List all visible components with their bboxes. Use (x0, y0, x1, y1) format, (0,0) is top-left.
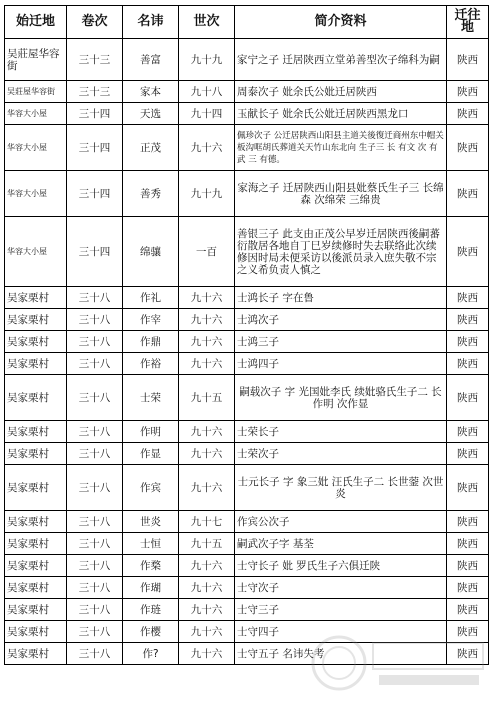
table-row (5, 643, 489, 665)
destination-cell: 陕西 (447, 39, 489, 81)
origin-cell: 吴家栗村 (5, 443, 67, 465)
table-row (5, 599, 489, 621)
generation-cell: 九十六 (179, 421, 235, 443)
generation-cell: 九十五 (179, 375, 235, 421)
table-row (5, 533, 489, 555)
origin-cell: 吴家栗村 (5, 353, 67, 375)
destination-cell: 陕西 (447, 171, 489, 217)
origin-cell: 吴莊屋华容街 (5, 39, 67, 81)
name-cell: 作礼 (123, 287, 179, 309)
origin-cell: 吴家栗村 (5, 331, 67, 353)
info-cell: 士元长子 字 象三妣 汪氏生子二 长世蓥 次世炎 (235, 465, 447, 511)
header-name: 名讳 (123, 6, 179, 39)
table-row (5, 421, 489, 443)
info-cell: 周泰次子 妣余氏公妣迁居陕西 (235, 81, 447, 103)
generation-cell: 九十六 (179, 125, 235, 171)
origin-cell: 吴莊屋华容街 (5, 81, 67, 103)
info-cell: 佩珍次子 公迁居陕西山阳县主道关後復迁商州东中帽关板沟哐胡氏葬道关天竹山东北向 生子三 长 有文 次 有武 三 有德。 (235, 125, 447, 171)
origin-cell: 华容大小屋 (5, 125, 67, 171)
table-row (5, 577, 489, 599)
table-row (5, 465, 489, 511)
origin-cell: 吴家栗村 (5, 421, 67, 443)
table-row (5, 621, 489, 643)
origin-cell: 吴家栗村 (5, 555, 67, 577)
name-cell: 正茂 (123, 125, 179, 171)
destination-cell: 陕西 (447, 621, 489, 643)
volume-cell: 三十四 (67, 125, 123, 171)
table-row (5, 309, 489, 331)
name-cell: 绵骧 (123, 217, 179, 287)
info-cell: 善银三子 此支由正茂公早岁迁居陕西後嗣蕃衍散居各地自丁巳岁续修时失去联络此次续修因时局未便采访以後派员录入庶失敬不宗之义希负责人慎之 (235, 217, 447, 287)
table-row (5, 353, 489, 375)
header-generation: 世次 (179, 6, 235, 39)
name-cell: 家本 (123, 81, 179, 103)
generation-cell: 九十六 (179, 643, 235, 665)
destination-cell: 陕西 (447, 331, 489, 353)
name-cell: 作楘 (123, 555, 179, 577)
generation-cell: 九十六 (179, 331, 235, 353)
destination-cell: 陕西 (447, 81, 489, 103)
volume-cell: 三十八 (67, 375, 123, 421)
volume-cell: 三十三 (67, 81, 123, 103)
destination-cell: 陕西 (447, 511, 489, 533)
info-cell: 士鸿四子 (235, 353, 447, 375)
name-cell: 作瑚 (123, 577, 179, 599)
generation-cell: 九十九 (179, 39, 235, 81)
destination-cell: 陕西 (447, 555, 489, 577)
info-cell: 作宾公次子 (235, 511, 447, 533)
name-cell: 作宾 (123, 465, 179, 511)
table-row (5, 217, 489, 287)
name-cell: 士荣 (123, 375, 179, 421)
name-cell: 善秀 (123, 171, 179, 217)
info-cell: 士鸿三子 (235, 331, 447, 353)
volume-cell: 三十四 (67, 217, 123, 287)
name-cell: 世炎 (123, 511, 179, 533)
destination-cell: 陕西 (447, 443, 489, 465)
name-cell: 作裕 (123, 353, 179, 375)
destination-cell: 陕西 (447, 577, 489, 599)
destination-cell: 陕西 (447, 643, 489, 665)
origin-cell: 吴家栗村 (5, 465, 67, 511)
volume-cell: 三十八 (67, 533, 123, 555)
name-cell: 善富 (123, 39, 179, 81)
table-row (5, 103, 489, 125)
origin-cell: 吴家栗村 (5, 621, 67, 643)
header-origin: 始迁地 (5, 6, 67, 39)
name-cell: 作琏 (123, 599, 179, 621)
generation-cell: 九十六 (179, 555, 235, 577)
destination-cell: 陕西 (447, 309, 489, 331)
table-row (5, 81, 489, 103)
header-info: 简介资料 (235, 6, 447, 39)
generation-cell: 九十九 (179, 171, 235, 217)
generation-cell: 九十六 (179, 577, 235, 599)
origin-cell: 吴家栗村 (5, 511, 67, 533)
info-cell: 士守次子 (235, 577, 447, 599)
generation-cell: 九十六 (179, 353, 235, 375)
info-cell: 士守长子 妣 罗氏生子六俱迁陕 (235, 555, 447, 577)
header-volume: 卷次 (67, 6, 123, 39)
destination-cell: 陕西 (447, 353, 489, 375)
info-cell: 士鸿次子 (235, 309, 447, 331)
generation-cell: 九十四 (179, 103, 235, 125)
name-cell: 作明 (123, 421, 179, 443)
info-cell: 士守三子 (235, 599, 447, 621)
volume-cell: 三十八 (67, 287, 123, 309)
generation-cell: 一百 (179, 217, 235, 287)
table-row (5, 125, 489, 171)
table-row (5, 39, 489, 81)
volume-cell: 三十八 (67, 443, 123, 465)
volume-cell: 三十八 (67, 465, 123, 511)
header-destination: 迁往地 (447, 6, 489, 39)
volume-cell: 三十八 (67, 421, 123, 443)
name-cell: 作宰 (123, 309, 179, 331)
destination-cell: 陕西 (447, 375, 489, 421)
origin-cell: 华容大小屋 (5, 217, 67, 287)
volume-cell: 三十八 (67, 309, 123, 331)
table-row (5, 511, 489, 533)
header-row (5, 6, 489, 39)
info-cell: 士荣长子 (235, 421, 447, 443)
destination-cell: 陕西 (447, 599, 489, 621)
table-row (5, 331, 489, 353)
name-cell: 天选 (123, 103, 179, 125)
info-cell: 家海之子 迁居陕西山阳县妣蔡氏生子三 长绵森 次绵荣 三绵贵 (235, 171, 447, 217)
info-cell: 玉献长子 妣余氏公妣迁居陕西黑龙口 (235, 103, 447, 125)
destination-cell: 陕西 (447, 533, 489, 555)
origin-cell: 吴家栗村 (5, 643, 67, 665)
name-cell: 作显 (123, 443, 179, 465)
volume-cell: 三十四 (67, 171, 123, 217)
info-cell: 士守五子 名讳失考 (235, 643, 447, 665)
volume-cell: 三十八 (67, 353, 123, 375)
info-cell: 士荣次子 (235, 443, 447, 465)
volume-cell: 三十八 (67, 643, 123, 665)
origin-cell: 吴家栗村 (5, 375, 67, 421)
name-cell: 作樱 (123, 621, 179, 643)
origin-cell: 吴家栗村 (5, 287, 67, 309)
info-cell: 家宁之子 迁居陕西立堂弟善型次子绵科为嗣 (235, 39, 447, 81)
info-cell: 士鸿长子 字在鲁 (235, 287, 447, 309)
volume-cell: 三十八 (67, 577, 123, 599)
name-cell: 作? (123, 643, 179, 665)
volume-cell: 三十八 (67, 621, 123, 643)
generation-cell: 九十六 (179, 621, 235, 643)
destination-cell: 陕西 (447, 125, 489, 171)
genealogy-table (4, 5, 489, 665)
destination-cell: 陕西 (447, 217, 489, 287)
origin-cell: 吴家栗村 (5, 533, 67, 555)
generation-cell: 九十六 (179, 287, 235, 309)
volume-cell: 三十八 (67, 555, 123, 577)
volume-cell: 三十八 (67, 511, 123, 533)
name-cell: 作鼎 (123, 331, 179, 353)
volume-cell: 三十三 (67, 39, 123, 81)
volume-cell: 三十八 (67, 599, 123, 621)
destination-cell: 陕西 (447, 421, 489, 443)
origin-cell: 吴家栗村 (5, 577, 67, 599)
destination-cell: 陕西 (447, 103, 489, 125)
volume-cell: 三十八 (67, 331, 123, 353)
origin-cell: 华容大小屋 (5, 171, 67, 217)
generation-cell: 九十六 (179, 465, 235, 511)
generation-cell: 九十七 (179, 511, 235, 533)
info-cell: 嗣载次子 字 光国妣李氏 续妣骆氏生子二 长作明 次作显 (235, 375, 447, 421)
origin-cell: 吴家栗村 (5, 309, 67, 331)
volume-cell: 三十四 (67, 103, 123, 125)
table-row (5, 287, 489, 309)
destination-cell: 陕西 (447, 287, 489, 309)
table-row (5, 171, 489, 217)
table-row (5, 443, 489, 465)
table-row (5, 375, 489, 421)
origin-cell: 华容大小屋 (5, 103, 67, 125)
generation-cell: 九十六 (179, 309, 235, 331)
origin-cell: 吴家栗村 (5, 599, 67, 621)
generation-cell: 九十六 (179, 599, 235, 621)
name-cell: 士恒 (123, 533, 179, 555)
info-cell: 嗣武次子字 基荃 (235, 533, 447, 555)
table-row (5, 555, 489, 577)
generation-cell: 九十五 (179, 533, 235, 555)
destination-cell: 陕西 (447, 465, 489, 511)
generation-cell: 九十六 (179, 443, 235, 465)
info-cell: 士守四子 (235, 621, 447, 643)
generation-cell: 九十八 (179, 81, 235, 103)
